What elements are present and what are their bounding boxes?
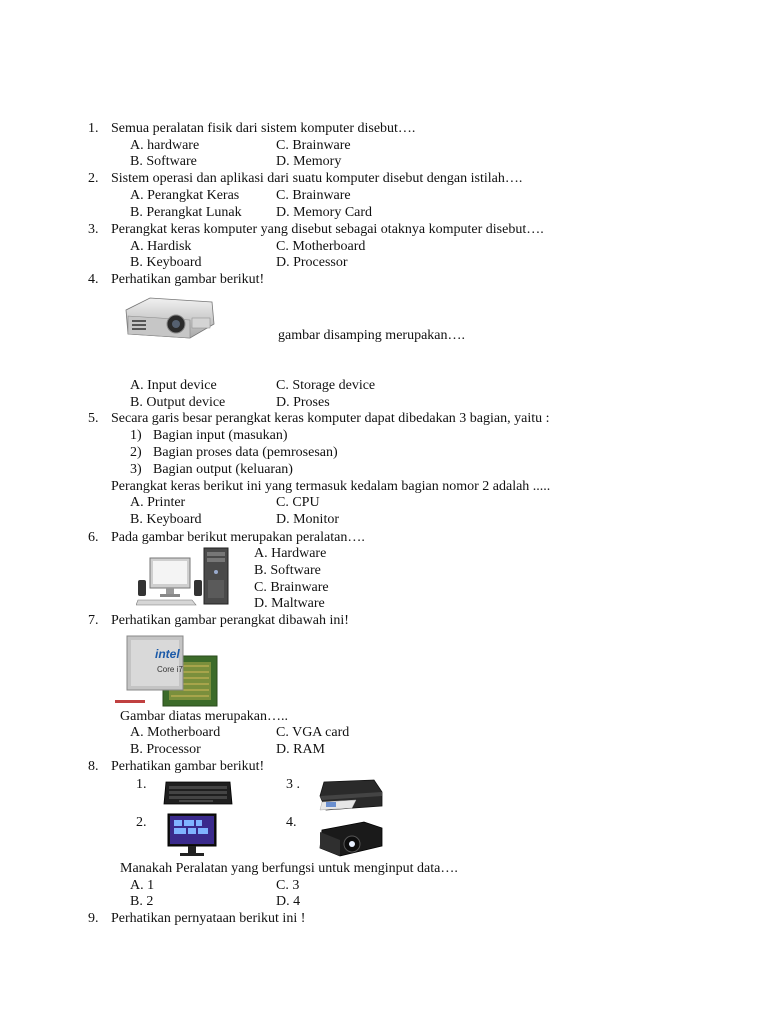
list-item-text: Bagian proses data (pemrosesan) <box>153 445 338 460</box>
question-number: 5. <box>88 411 99 426</box>
list-item-number: 3) <box>130 462 142 477</box>
question-number: 8. <box>88 759 99 774</box>
question-text: Semua peralatan fisik dari sistem komputer disebut…. <box>111 121 416 136</box>
option-a: A. Input device <box>130 378 217 393</box>
option-d: D. Processor <box>276 255 348 270</box>
projector-image <box>120 294 218 342</box>
question-text: Perhatikan gambar perangkat dibawah ini! <box>111 613 349 628</box>
option-c: C. Motherboard <box>276 239 366 254</box>
option-b: B. Software <box>254 563 321 578</box>
list-item-text: Bagian input (masukan) <box>153 428 288 443</box>
option-d: D. Maltware <box>254 596 325 611</box>
projector-image <box>316 818 386 860</box>
question-number: 6. <box>88 530 99 545</box>
list-item-number: 2) <box>130 445 142 460</box>
option-c: C. Storage device <box>276 378 376 393</box>
question-prompt: Manakah Peralatan yang berfungsi untuk menginput data…. <box>120 861 458 876</box>
picture-number-4: 4. <box>286 815 297 830</box>
question-text: Secara garis besar perangkat keras komputer dapat dibedakan 3 bagian, yaitu : <box>111 411 550 426</box>
option-a: A. Perangkat Keras <box>130 188 240 203</box>
option-d: D. Proses <box>276 395 330 410</box>
monitor-image <box>166 812 218 858</box>
option-c: C. VGA card <box>276 725 350 740</box>
picture-number-1: 1. <box>136 777 147 792</box>
option-c: C. Brainware <box>276 188 351 203</box>
picture-number-3: 3 . <box>286 777 300 792</box>
question-number: 4. <box>88 272 99 287</box>
printer-image <box>316 774 386 814</box>
option-b: B. Output device <box>130 395 226 410</box>
option-a: A. Hardisk <box>130 239 192 254</box>
option-a: A. hardware <box>130 138 200 153</box>
option-d: D. Memory <box>276 154 342 169</box>
desktop-computer-image <box>136 546 234 606</box>
list-item-number: 1) <box>130 428 142 443</box>
option-c: C. Brainware <box>276 138 351 153</box>
question-number: 1. <box>88 121 99 136</box>
option-b: B. Keyboard <box>130 512 202 527</box>
option-a: A. Printer <box>130 495 186 510</box>
question-text: Perhatikan pernyataan berikut ini ! <box>111 911 306 926</box>
option-b: B. Processor <box>130 742 201 757</box>
option-d: D. RAM <box>276 742 326 757</box>
question-text: Perangkat keras komputer yang disebut sebagai otaknya komputer disebut…. <box>111 222 544 237</box>
option-d: D. Memory Card <box>276 205 373 220</box>
option-c: C. CPU <box>276 495 320 510</box>
keyboard-image <box>163 778 233 808</box>
question-number: 9. <box>88 911 99 926</box>
option-c: C. 3 <box>276 878 300 893</box>
question-number: 2. <box>88 171 99 186</box>
question-number: 3. <box>88 222 99 237</box>
image-caption: gambar disamping merupakan…. <box>278 328 466 343</box>
question-number: 7. <box>88 613 99 628</box>
sub-question-text: Perangkat keras berikut ini yang termasuk kedalam bagian nomor 2 adalah ..... <box>111 479 551 494</box>
option-b: B. Perangkat Lunak <box>130 205 242 220</box>
question-text: Pada gambar berikut merupakan peralatan…. <box>111 530 365 545</box>
option-a: A. 1 <box>130 878 155 893</box>
option-c: C. Brainware <box>254 580 329 595</box>
option-a: A. Motherboard <box>130 725 221 740</box>
option-b: B. Keyboard <box>130 255 202 270</box>
option-d: D. Monitor <box>276 512 339 527</box>
list-item-text: Bagian output (keluaran) <box>153 462 293 477</box>
picture-number-2: 2. <box>136 815 147 830</box>
question-text: Perhatikan gambar berikut! <box>111 272 265 287</box>
option-b: B. 2 <box>130 894 154 909</box>
chip-model-label: Core i7 <box>157 665 183 674</box>
image-caption: Gambar diatas merupakan….. <box>120 709 288 724</box>
option-b: B. Software <box>130 154 197 169</box>
question-text: Perhatikan gambar berikut! <box>111 759 265 774</box>
chip-brand-label: intel <box>155 647 180 661</box>
question-text: Sistem operasi dan aplikasi dari suatu komputer disebut dengan istilah…. <box>111 171 523 186</box>
option-a: A. Hardware <box>254 546 327 561</box>
option-d: D. 4 <box>276 894 301 909</box>
